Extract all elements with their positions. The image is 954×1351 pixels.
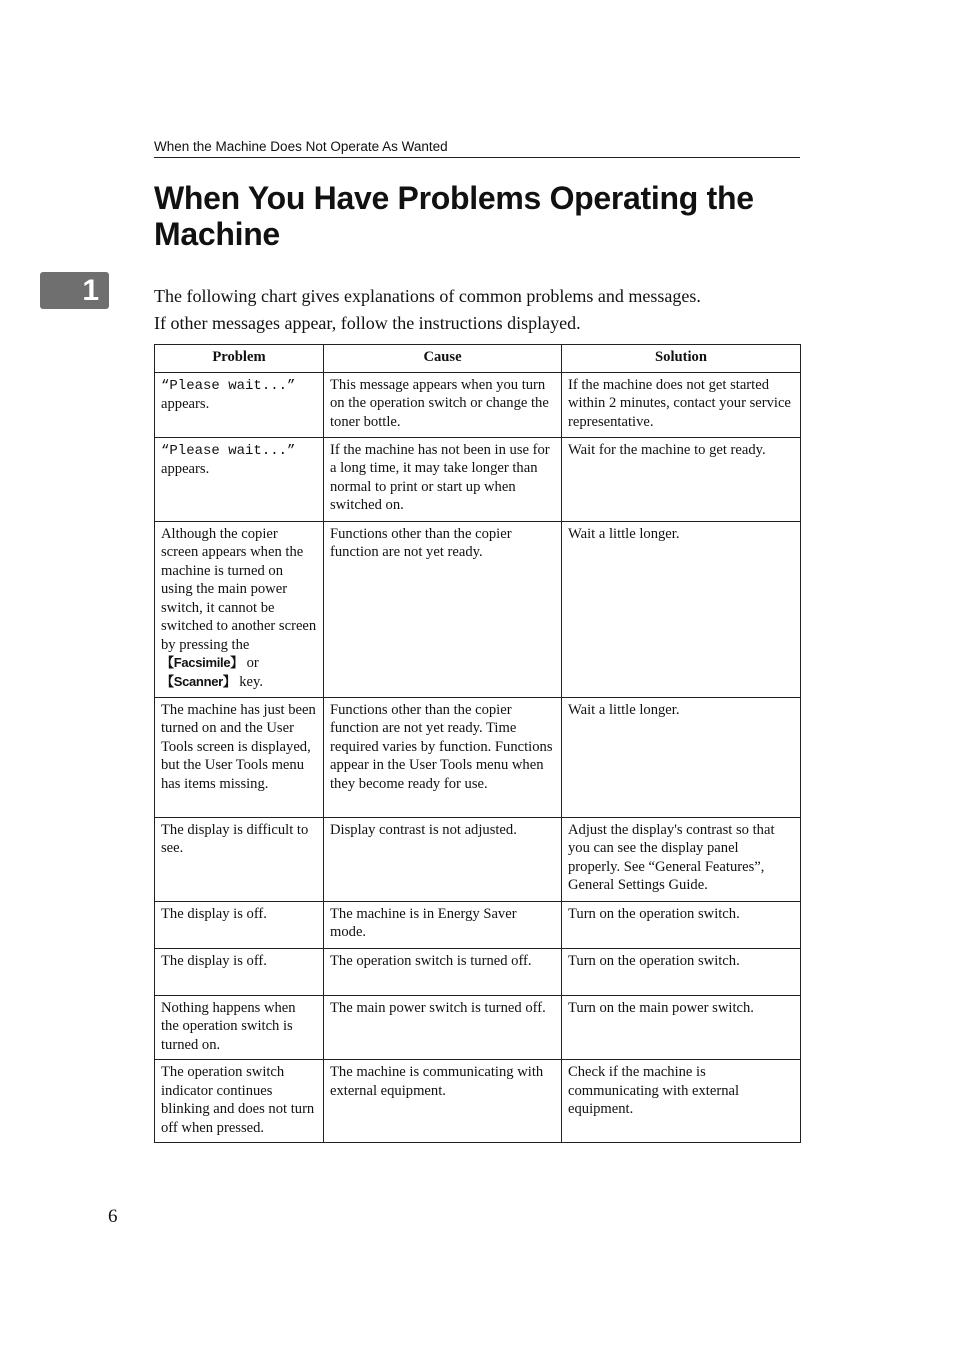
column-header-cause: Cause [324, 345, 562, 373]
troubleshooting-table [154, 344, 801, 1143]
solution-cell: Turn on the main power switch. [562, 995, 801, 1060]
problem-text: or [242, 655, 259, 671]
cause-cell: The operation switch is turned off. [324, 948, 562, 995]
problem-cell [155, 437, 324, 521]
problem-cell: The operation switch indicator continues blinking and does not turn off when pressed. [155, 1060, 324, 1143]
intro-line: The following chart gives explanations of common problems and messages. [154, 286, 701, 306]
chapter-number: 1 [82, 274, 99, 307]
solution-cell: Check if the machine is communicating with external equipment. [562, 1060, 801, 1143]
cause-cell: Functions other than the copier function are not yet ready. [324, 521, 562, 697]
problem-cell [155, 521, 324, 697]
problem-cell: The display is difficult to see. [155, 817, 324, 901]
chapter-tab [40, 272, 109, 309]
cause-cell: Functions other than the copier function are not yet ready. Time required varies by function. Functions appear in the User Tools menu when they become ready for use. [324, 697, 562, 817]
table-row [155, 1060, 801, 1143]
table-row [155, 817, 801, 901]
problem-cell: The display is off. [155, 948, 324, 995]
problem-cell [155, 372, 324, 437]
solution-cell: Turn on the operation switch. [562, 948, 801, 995]
problem-cell: Nothing happens when the operation switch is turned on. [155, 995, 324, 1060]
problem-cell: The machine has just been turned on and the User Tools screen is displayed, but the User Tools menu has items missing. [155, 697, 324, 817]
facsimile-key-label: 【Facsimile】 [161, 655, 243, 670]
cause-cell: The machine is in Energy Saver mode. [324, 901, 562, 948]
problem-text: key. [235, 673, 264, 690]
cause-cell: Display contrast is not adjusted. [324, 817, 562, 901]
table-row [155, 521, 801, 697]
intro-line: If other messages appear, follow the instructions displayed. [154, 313, 581, 333]
solution-cell: Adjust the display's contrast so that you can see the display panel properly. See “General Features”, General Settings Guide. [562, 817, 801, 901]
table-row [155, 901, 801, 948]
table-row [155, 948, 801, 995]
intro-text [154, 283, 814, 337]
problem-text: appears. [161, 396, 210, 412]
solution-cell: Turn on the operation switch. [562, 901, 801, 948]
cause-cell: The machine is communicating with external equipment. [324, 1060, 562, 1143]
page-title: When You Have Problems Operating the Machine [154, 180, 754, 252]
column-header-solution: Solution [562, 345, 801, 373]
cause-cell: If the machine has not been in use for a long time, it may take longer than normal to print or start up when switched on. [324, 437, 562, 521]
table-row [155, 995, 801, 1060]
table-row [155, 697, 801, 817]
cause-cell: This message appears when you turn on the operation switch or change the toner bottle. [324, 372, 562, 437]
scanner-key-label: 【Scanner】 [161, 673, 236, 689]
column-header-problem: Problem [155, 345, 324, 373]
solution-cell: Wait for the machine to get ready. [562, 437, 801, 521]
problem-text: appears. [161, 461, 210, 477]
table-row [155, 437, 801, 521]
cause-cell: The main power switch is turned off. [324, 995, 562, 1060]
table-header-row [155, 345, 801, 373]
page-number: 6 [108, 1206, 118, 1227]
table-row [155, 372, 801, 437]
problem-text: Although the copier screen appears when the machine is turned on using the main power switch, it cannot be switched to another screen by pressing the [161, 525, 317, 653]
running-header: When the Machine Does Not Operate As Wanted [154, 139, 800, 158]
solution-cell: Wait a little longer. [562, 521, 801, 697]
message-text: “Please wait...” [161, 442, 296, 459]
solution-cell: If the machine does not get started within 2 minutes, contact your service representative. [562, 372, 801, 437]
problem-cell: The display is off. [155, 901, 324, 948]
message-text: “Please wait...” [161, 377, 296, 394]
solution-cell: Wait a little longer. [562, 697, 801, 817]
